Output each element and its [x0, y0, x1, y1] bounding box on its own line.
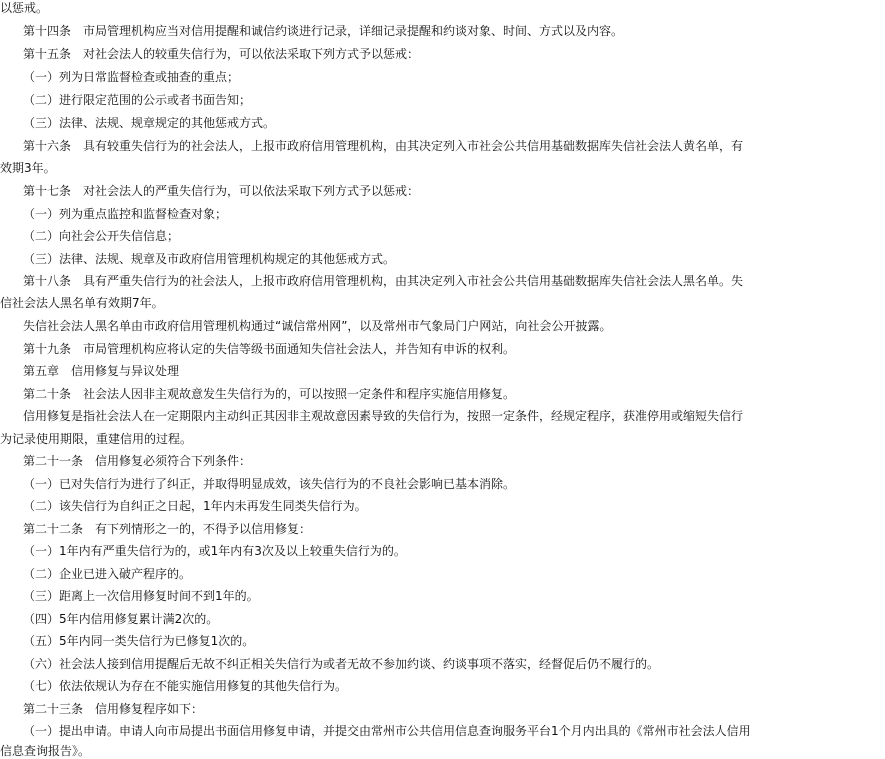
text-line: （一）1年内有严重失信行为的，或1年内有3次及以上较重失信行为的。 [23, 544, 406, 558]
text-line: 第五章 信用修复与异议处理 [23, 364, 180, 378]
text-line: 第十五条 对社会法人的较重失信行为，可以依法采取下列方式予以惩戒： [23, 47, 420, 61]
text-line: （五）5年内同一类失信行为已修复1次的。 [23, 634, 255, 648]
text-line: 效期3年。 [0, 161, 56, 175]
text-line: （二）向社会公开失信信息； [23, 229, 180, 243]
text-line: （二）企业已进入破产程序的。 [23, 567, 192, 581]
text-line: 第二十一条 信用修复必须符合下列条件： [23, 454, 252, 468]
text-line: 第十八条 具有严重失信行为的社会法人，上报市政府信用管理机构，由其决定列入市社会公共信用基础数据库失信社会法人黑名单。失 [23, 274, 744, 288]
text-line: （一）已对失信行为进行了纠正，并取得明显成效，该失信行为的不良社会影响已基本消除。 [23, 477, 516, 491]
text-line: （一）列为日常监督检查或抽查的重点； [23, 70, 240, 84]
text-line: 第二十条 社会法人因非主观故意发生失信行为的，可以按照一定条件和程序实施信用修复。 [23, 387, 516, 401]
text-line: 失信社会法人黑名单由市政府信用管理机构通过“诚信常州网”，以及常州市气象局门户网站，向社会公开披露。 [23, 319, 612, 333]
text-line: 第二十三条 信用修复程序如下： [23, 702, 204, 716]
text-line: （七）依法依规认为存在不能实施信用修复的其他失信行为。 [23, 679, 348, 693]
text-line: （二）进行限定范围的公示或者书面告知； [23, 93, 252, 107]
text-line: 第十六条 具有较重失信行为的社会法人，上报市政府信用管理机构，由其决定列入市社会公共信用基础数据库失信社会法人黄名单，有 [23, 139, 744, 153]
text-line: （三）法律、法规、规章及市政府信用管理机构规定的其他惩戒方式。 [23, 252, 396, 266]
text-line: （三）距离上一次信用修复时间不到1年的。 [23, 589, 259, 603]
text-line: 信社会法人黑名单有效期7年。 [0, 296, 164, 310]
text-line: （一）列为重点监控和监督检查对象； [23, 207, 228, 221]
text-line: 为记录使用期限，重建信用的过程。 [0, 432, 193, 446]
text-line: （四）5年内信用修复累计满2次的。 [23, 612, 219, 626]
text-line: 第十四条 市局管理机构应当对信用提醒和诚信约谈进行记录，详细记录提醒和约谈对象、时间、方式以及内容。 [23, 24, 624, 38]
text-line: （三）法律、法规、规章规定的其他惩戒方式。 [23, 116, 276, 130]
text-line: 第十七条 对社会法人的严重失信行为，可以依法采取下列方式予以惩戒： [23, 184, 420, 198]
text-line: （二）该失信行为自纠正之日起，1年内未再发生同类失信行为。 [23, 499, 367, 513]
text-line: 第二十二条 有下列情形之一的，不得予以信用修复： [23, 522, 312, 536]
text-line: 信用修复是指社会法人在一定期限内主动纠正其因非主观故意因素导致的失信行为，按照一定条件，经规定程序，获准停用或缩短失信行 [23, 409, 744, 423]
text-line: 第十九条 市局管理机构应将认定的失信等级书面通知失信社会法人，并告知有申诉的权利。 [23, 342, 516, 356]
text-line: （六）社会法人接到信用提醒后无故不纠正相关失信行为或者无故不参加约谈、约谈事项不落实，经督促后仍不履行的。 [23, 657, 660, 671]
text-line: 信息查询报告》。 [0, 744, 91, 758]
text-line: 以惩戒。 [0, 1, 49, 15]
text-line: （一）提出申请。申请人向市局提出书面信用修复申请，并提交由常州市公共信用信息查询服务平台1个月内出具的《常州市社会法人信用 [23, 724, 751, 738]
